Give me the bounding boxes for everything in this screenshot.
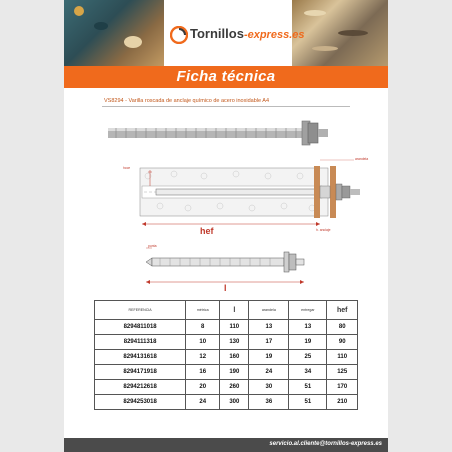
col-header-metric: métrica — [186, 301, 220, 320]
cell-reference: 8294131618 — [95, 350, 186, 365]
cell-wrench: 25 — [289, 350, 327, 365]
product-description: VS8294 - Varilla roscada de anclaje químico de acero inoxidable A4 — [104, 98, 269, 104]
cell-hef: 125 — [327, 365, 358, 380]
spec-table — [94, 300, 358, 410]
installation-diagram — [140, 160, 360, 226]
cell-metric: 16 — [186, 365, 220, 380]
cell-hef: 90 — [327, 335, 358, 350]
cell-reference: 8294253018 — [95, 395, 186, 410]
cell-reference: 8294171918 — [95, 365, 186, 380]
cell-wrench: 13 — [289, 320, 327, 335]
brand-name: Tornillos — [190, 26, 244, 41]
cell-metric: 12 — [186, 350, 220, 365]
cell-washer: 19 — [249, 350, 289, 365]
product-drawings — [64, 0, 388, 300]
cell-length: 300 — [220, 395, 249, 410]
page-title: Ficha técnica — [176, 68, 276, 85]
cell-hef: 110 — [327, 350, 358, 365]
cell-metric: 10 — [186, 335, 220, 350]
label-tip: punta — [148, 244, 157, 248]
cell-metric: 20 — [186, 380, 220, 395]
col-header-reference: REFERENCIA — [95, 301, 186, 320]
rod-dimension-drawing — [146, 248, 304, 284]
cell-wrench: 34 — [289, 365, 327, 380]
cell-washer: 13 — [249, 320, 289, 335]
table-row — [95, 395, 358, 410]
cell-reference: 8294811018 — [95, 320, 186, 335]
cell-hef: 210 — [327, 395, 358, 410]
cell-length: 110 — [220, 320, 249, 335]
table-header-row — [95, 301, 358, 320]
label-hef: hef — [200, 226, 214, 236]
table-row — [95, 350, 358, 365]
cell-length: 130 — [220, 335, 249, 350]
table-row — [95, 320, 358, 335]
brand-suffix: -express.es — [243, 29, 305, 41]
label-length: l — [224, 283, 227, 293]
label-anchor-depth: h. anclaje — [316, 228, 331, 232]
cell-washer: 30 — [249, 380, 289, 395]
cell-washer: 36 — [249, 395, 289, 410]
cell-washer: 24 — [249, 365, 289, 380]
col-header-wrench: entregar — [289, 301, 327, 320]
table-row — [95, 335, 358, 350]
cell-length: 190 — [220, 365, 249, 380]
col-header-washer: arandela — [249, 301, 289, 320]
col-header-length: l — [220, 301, 249, 320]
cell-reference: 8294212618 — [95, 380, 186, 395]
cell-wrench: 51 — [289, 395, 327, 410]
cell-wrench: 19 — [289, 335, 327, 350]
label-hole-depth: hcce — [123, 166, 131, 170]
cell-metric: 24 — [186, 395, 220, 410]
rod-photo — [108, 121, 328, 145]
footer-email-link[interactable]: servicio.al.cliente@tornillos-express.es — [269, 441, 382, 447]
cell-wrench: 51 — [289, 380, 327, 395]
cell-length: 160 — [220, 350, 249, 365]
label-washer: arandela — [355, 157, 369, 161]
spec-sheet — [64, 0, 388, 452]
cell-length: 260 — [220, 380, 249, 395]
cell-hef: 80 — [327, 320, 358, 335]
col-header-hef: hef — [327, 301, 358, 320]
cell-washer: 17 — [249, 335, 289, 350]
cell-metric: 8 — [186, 320, 220, 335]
table-row — [95, 365, 358, 380]
table-row — [95, 380, 358, 395]
cell-reference: 8294111318 — [95, 335, 186, 350]
cell-hef: 170 — [327, 380, 358, 395]
